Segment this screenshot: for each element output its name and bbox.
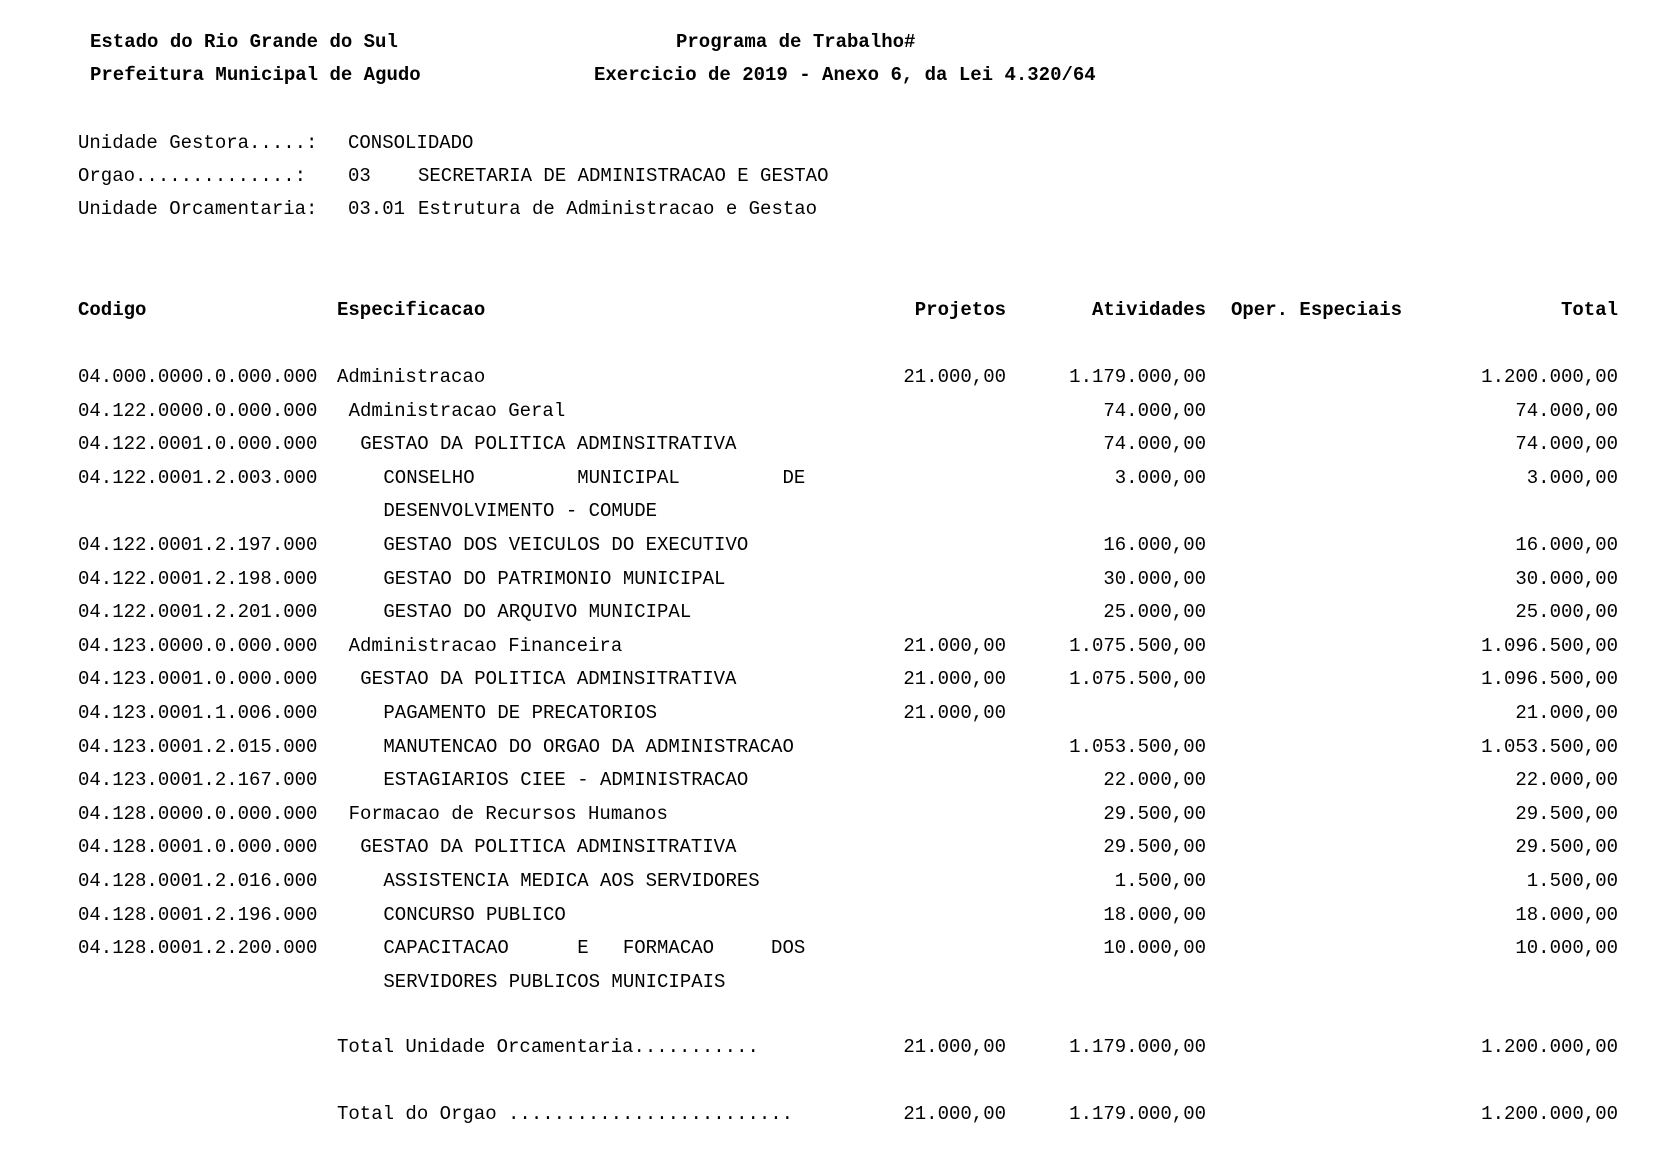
row-code: 04.122.0001.2.003.000 <box>78 467 318 489</box>
row-code: 04.122.0001.0.000.000 <box>78 433 318 455</box>
prefeitura-title: Prefeitura Municipal de Agudo <box>90 64 421 86</box>
row-projetos: 21.000,00 <box>903 635 1006 657</box>
unidade-orcamentaria-name: Estrutura de Administracao e Gestao <box>418 198 818 220</box>
row-total: 3.000,00 <box>1526 467 1618 489</box>
row-total: 10.000,00 <box>1515 937 1618 959</box>
row-code: 04.123.0001.1.006.000 <box>78 702 318 724</box>
row-total: 25.000,00 <box>1515 601 1618 623</box>
total-orgao-atividades: 1.179.000,00 <box>1069 1103 1206 1125</box>
column-header-especificacao: Especificacao <box>337 299 486 321</box>
row-total: 1.500,00 <box>1526 870 1618 892</box>
row-atividades: 74.000,00 <box>1103 400 1206 422</box>
row-code: 04.128.0001.0.000.000 <box>78 836 318 858</box>
orgao-code: 03 <box>348 165 371 187</box>
orgao-name: SECRETARIA DE ADMINISTRACAO E GESTAO <box>418 165 829 187</box>
row-code: 04.122.0001.2.198.000 <box>78 568 318 590</box>
total-unidade-projetos: 21.000,00 <box>903 1036 1006 1058</box>
row-code: 04.000.0000.0.000.000 <box>78 366 318 388</box>
column-header-codigo: Codigo <box>78 299 147 321</box>
total-orgao-total: 1.200.000,00 <box>1481 1103 1618 1125</box>
row-atividades: 1.500,00 <box>1114 870 1206 892</box>
row-specification: GESTAO DA POLITICA ADMINSITRATIVA <box>360 433 737 455</box>
total-unidade-atividades: 1.179.000,00 <box>1069 1036 1206 1058</box>
row-specification: ESTAGIARIOS CIEE - ADMINISTRACAO <box>383 769 749 791</box>
programa-title: Programa de Trabalho# <box>676 31 916 53</box>
row-total: 30.000,00 <box>1515 568 1618 590</box>
row-specification: Administracao Geral <box>348 400 566 422</box>
row-specification: ASSISTENCIA MEDICA AOS SERVIDORES <box>383 870 760 892</box>
row-total: 1.200.000,00 <box>1481 366 1618 388</box>
orgao-label: Orgao..............: <box>78 165 307 187</box>
row-specification: DESENVOLVIMENTO - COMUDE <box>383 500 658 522</box>
row-total: 18.000,00 <box>1515 904 1618 926</box>
row-total: 1.096.500,00 <box>1481 668 1618 690</box>
row-atividades: 1.053.500,00 <box>1069 736 1206 758</box>
estado-title: Estado do Rio Grande do Sul <box>90 31 398 53</box>
row-atividades: 1.179.000,00 <box>1069 366 1206 388</box>
total-unidade-total: 1.200.000,00 <box>1481 1036 1618 1058</box>
column-header-atividades: Atividades <box>1091 299 1206 321</box>
row-atividades: 16.000,00 <box>1103 534 1206 556</box>
row-code: 04.122.0001.2.197.000 <box>78 534 318 556</box>
row-specification: CONCURSO PUBLICO <box>383 904 566 926</box>
exercicio-title: Exercicio de 2019 - Anexo 6, da Lei 4.320/64 <box>594 64 1096 86</box>
row-atividades: 3.000,00 <box>1114 467 1206 489</box>
row-projetos: 21.000,00 <box>903 668 1006 690</box>
row-code: 04.128.0001.2.016.000 <box>78 870 318 892</box>
row-specification: GESTAO DO ARQUIVO MUNICIPAL <box>383 601 692 623</box>
row-atividades: 74.000,00 <box>1103 433 1206 455</box>
row-atividades: 18.000,00 <box>1103 904 1206 926</box>
row-code: 04.123.0001.0.000.000 <box>78 668 318 690</box>
row-specification: GESTAO DO PATRIMONIO MUNICIPAL <box>383 568 726 590</box>
row-atividades: 29.500,00 <box>1103 803 1206 825</box>
row-atividades: 10.000,00 <box>1103 937 1206 959</box>
total-unidade-label: Total Unidade Orcamentaria........... <box>337 1036 759 1058</box>
row-atividades: 22.000,00 <box>1103 769 1206 791</box>
column-header-oper-especiais: Oper. Especiais <box>1231 299 1403 321</box>
row-total: 21.000,00 <box>1515 702 1618 724</box>
row-total: 74.000,00 <box>1515 433 1618 455</box>
total-orgao-label: Total do Orgao ......................... <box>337 1103 794 1125</box>
row-code: 04.128.0001.2.200.000 <box>78 937 318 959</box>
unidade-orcamentaria-label: Unidade Orcamentaria: <box>78 198 318 220</box>
row-atividades: 25.000,00 <box>1103 601 1206 623</box>
row-code: 04.128.0000.0.000.000 <box>78 803 318 825</box>
row-total: 29.500,00 <box>1515 836 1618 858</box>
row-specification: CAPACITACAO E FORMACAO DOS <box>383 937 806 959</box>
row-specification: CONSELHO MUNICIPAL DE <box>383 467 806 489</box>
row-code: 04.122.0001.2.201.000 <box>78 601 318 623</box>
row-projetos: 21.000,00 <box>903 366 1006 388</box>
unidade-orcamentaria-code: 03.01 <box>348 198 406 220</box>
row-atividades: 30.000,00 <box>1103 568 1206 590</box>
total-orgao-projetos: 21.000,00 <box>903 1103 1006 1125</box>
row-atividades: 1.075.500,00 <box>1069 668 1206 690</box>
row-specification: Formacao de Recursos Humanos <box>348 803 668 825</box>
row-code: 04.128.0001.2.196.000 <box>78 904 318 926</box>
column-header-projetos: Projetos <box>914 299 1006 321</box>
row-specification: GESTAO DA POLITICA ADMINSITRATIVA <box>360 668 737 690</box>
row-code: 04.123.0001.2.167.000 <box>78 769 318 791</box>
row-specification: Administracao <box>337 366 486 388</box>
row-code: 04.123.0000.0.000.000 <box>78 635 318 657</box>
row-total: 29.500,00 <box>1515 803 1618 825</box>
row-total: 74.000,00 <box>1515 400 1618 422</box>
row-code: 04.123.0001.2.015.000 <box>78 736 318 758</box>
row-specification: PAGAMENTO DE PRECATORIOS <box>383 702 658 724</box>
row-code: 04.122.0000.0.000.000 <box>78 400 318 422</box>
row-atividades: 29.500,00 <box>1103 836 1206 858</box>
row-total: 16.000,00 <box>1515 534 1618 556</box>
row-specification: MANUTENCAO DO ORGAO DA ADMINISTRACAO <box>383 736 794 758</box>
row-specification: Administracao Financeira <box>348 635 623 657</box>
row-total: 1.096.500,00 <box>1481 635 1618 657</box>
column-header-total: Total <box>1560 299 1618 321</box>
row-specification: GESTAO DOS VEICULOS DO EXECUTIVO <box>383 534 749 556</box>
row-projetos: 21.000,00 <box>903 702 1006 724</box>
row-specification: GESTAO DA POLITICA ADMINSITRATIVA <box>360 836 737 858</box>
row-total: 22.000,00 <box>1515 769 1618 791</box>
unidade-gestora-label: Unidade Gestora.....: <box>78 132 318 154</box>
row-specification: SERVIDORES PUBLICOS MUNICIPAIS <box>383 971 726 993</box>
unidade-gestora-value: CONSOLIDADO <box>348 132 474 154</box>
row-total: 1.053.500,00 <box>1481 736 1618 758</box>
row-atividades: 1.075.500,00 <box>1069 635 1206 657</box>
